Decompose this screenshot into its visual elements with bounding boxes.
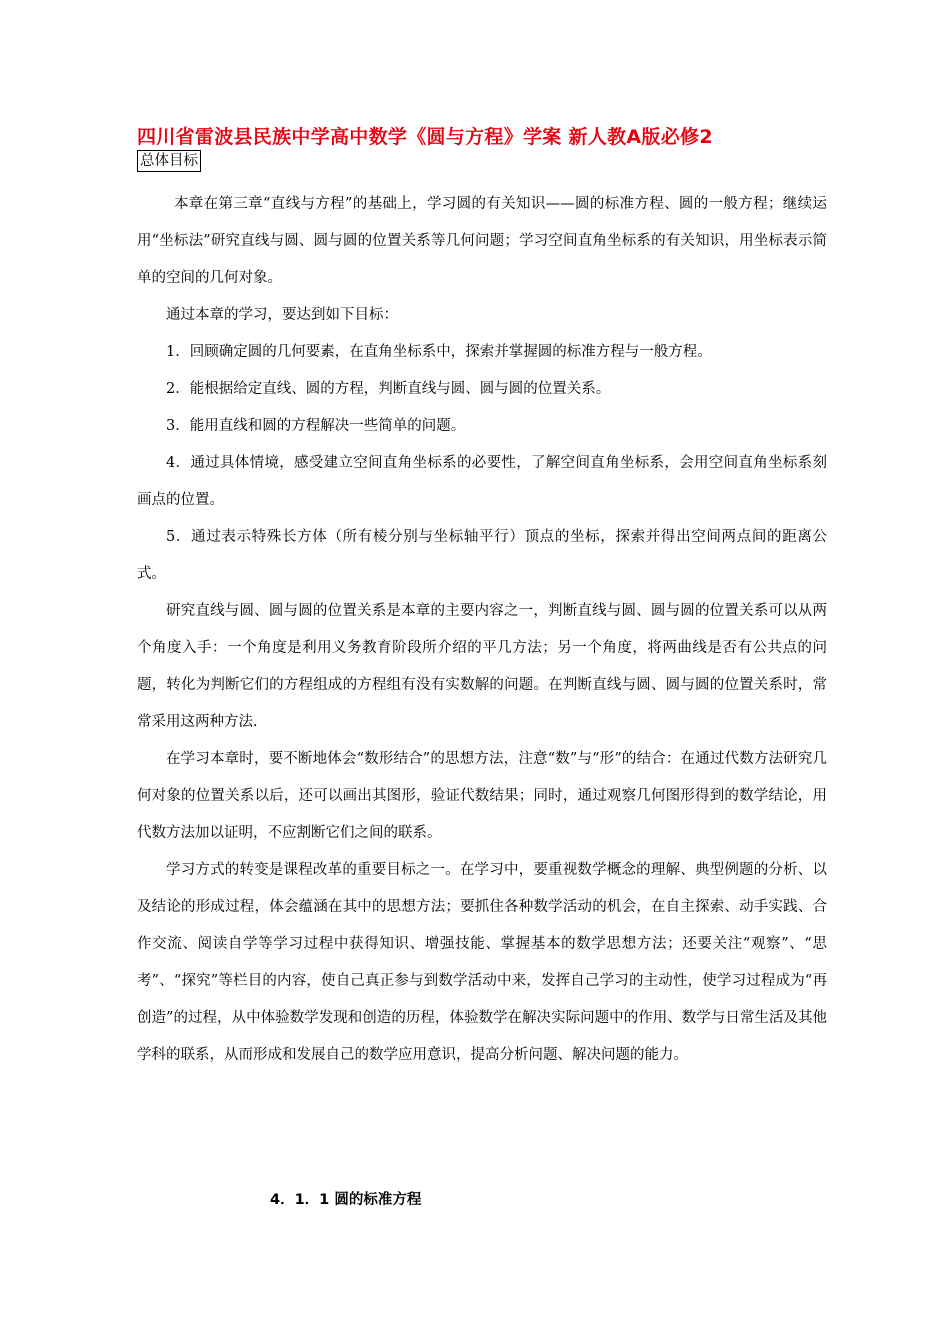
goal-item-2: 2．能根据给定直线、圆的方程，判断直线与圆、圆与圆的位置关系。	[166, 381, 611, 397]
paragraph-position-relations: 研究直线与圆、圆与圆的位置关系是本章的主要内容之一，判断直线与圆、圆与圆的位置关系可以从两个角度入手：一个角度是利用义务教育阶段所介绍的平几方法；另一个角度，将两曲线是否有公共点的问题，转化为判断它们的方程组成的方程组有没有实数解的问题。在判断直线与圆、圆与圆的位置关系时，常常采用这两种方法.	[137, 603, 827, 730]
goal-item-4: 4．通过具体情境，感受建立空间直角坐标系的必要性，了解空间直角坐标系，会用空间直角坐标系刻画点的位置。	[137, 455, 827, 508]
section-subheading: 4．1．1 圆的标准方程	[270, 1192, 422, 1208]
goal-item-1: 1．回顾确定圆的几何要素，在直角坐标系中，探索并掌握圆的标准方程与一般方程。	[166, 344, 712, 360]
paragraph-goals-lead: 通过本章的学习，要达到如下目标：	[166, 307, 398, 323]
paragraph-number-shape: 在学习本章时，要不断地体会“数形结合”的思想方法，注意“数”与“形”的结合：在通过代数方法研究几何对象的位置关系以后，还可以画出其图形，验证代数结果；同时，通过观察几何图形得到的数学结论，用代数方法加以证明，不应割断它们之间的联系。	[137, 751, 827, 841]
goal-item-5: 5．通过表示特殊长方体（所有棱分别与坐标轴平行）顶点的坐标，探索并得出空间两点间的距离公式。	[137, 529, 827, 582]
paragraph-learning-style: 学习方式的转变是课程改革的重要目标之一。在学习中，要重视数学概念的理解、典型例题的分析、以及结论的形成过程，体会蕴涵在其中的思想方法；要抓住各种数学活动的机会，在自主探索、动手实践、合作交流、阅读自学等学习过程中获得知识、增强技能、掌握基本的数学思想方法；还要关注“观察”、“思考”、“探究”等栏目的内容，使自己真正参与到数学活动中来，发挥自己学习的主动性，使学习过程成为“再创造”的过程，从中体验数学发现和创造的历程，体验数学在解决实际问题中的作用、数学与日常生活及其他学科的联系，从而形成和发展自己的数学应用意识，提高分析问题、解决问题的能力。	[137, 862, 827, 1063]
document-title: 四川省雷波县民族中学高中数学《圆与方程》学案 新人教A版必修2	[137, 126, 713, 148]
body-text	[137, 186, 827, 1074]
goal-item-3: 3．能用直线和圆的方程解决一些简单的问题。	[166, 418, 466, 434]
section-label-box: 总体目标	[137, 150, 201, 172]
paragraph-intro: 本章在第三章“直线与方程”的基础上，学习圆的有关知识——圆的标准方程、圆的一般方程；继续运用“坐标法”研究直线与圆、圆与圆的位置关系等几何问题；学习空间直角坐标系的有关知识，用坐标表示简单的空间的几何对象。	[137, 196, 827, 286]
